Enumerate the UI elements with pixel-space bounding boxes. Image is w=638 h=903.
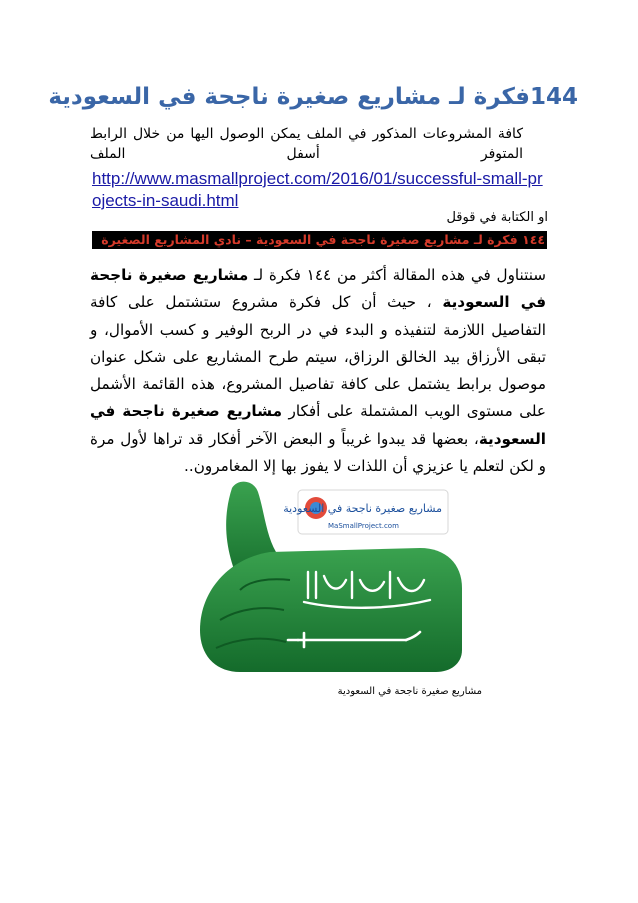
paragraph-part-1: سنتناول في هذه المقالة أكثر من ١٤٤ فكرة لـ	[248, 266, 547, 284]
page-title: 144فكرة لـ مشاريع صغيرة ناجحة في السعودية	[48, 84, 578, 110]
paragraph-part-3: ، بعضها قد يبدوا غريباً و البعض الآخر أفكار قد تراها لأول مرة و لكن لتعلم يا عزيزي أن اللذات لا يفوز بها إلا المغامرون..	[90, 429, 546, 476]
red-banner-link[interactable]: ١٤٤ فكرة لـ مشاريع صغيرة ناجحة في السعودية – نادي المشاريع الصغيرة	[92, 231, 547, 249]
source-link[interactable]: http://www.masmallproject.com/2016/01/successful-small-projects-in-saudi.html	[92, 169, 543, 210]
bold-keyword-2: مشاريع صغيرة ناجحة في السعودية	[90, 402, 546, 448]
flag-hand-illustration	[180, 480, 462, 676]
google-note: او الكتابة في قوقل	[446, 210, 548, 225]
body-paragraph	[90, 262, 546, 480]
paragraph-part-2: ، حيث أن كل فكرة مشروع ستشتمل على كافة التفاصيل اللازمة لتنفيذه و البدء في در الربح الوفير و كسب الأموال، و تبقى الأرزاق بيد الخالق الرزاق، سيتم طرح المشاريع على شكل عنوان موصول برابط يشتمل على كافة تفاصيل المشروع، هذه القائمة الأشمل على مستوى الويب المشتملة على أفكار	[90, 293, 546, 421]
intro-text	[90, 124, 523, 164]
logo-site-text: MaSmallProject.com	[328, 522, 399, 530]
logo-arabic-text: مشاريع صغيرة ناجحة في السعودية	[283, 502, 442, 515]
intro-line-2: المتوفر أسفل الملف	[90, 146, 523, 162]
image-caption: مشاريع صغيرة ناجحة في السعودية	[337, 686, 482, 697]
intro-line-1: كافة المشروعات المذكور في الملف يمكن الوصول اليها من خلال الرابط	[90, 126, 523, 142]
thumbs-up-flag-image	[180, 480, 462, 676]
bold-keyword-1: مشاريع صغيرة ناجحة في السعودية	[90, 266, 547, 312]
